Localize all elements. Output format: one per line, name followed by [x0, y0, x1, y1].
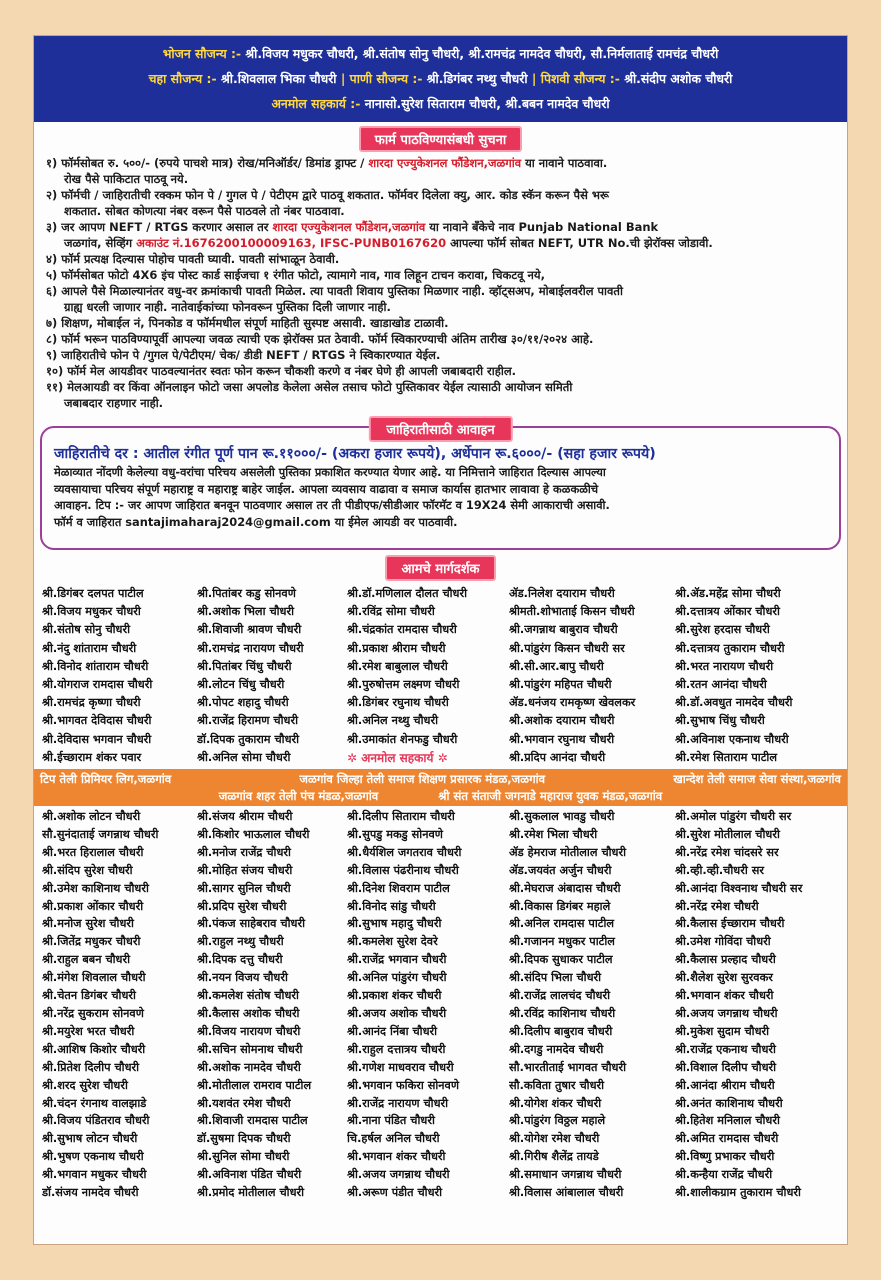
- instruction-highlight: अकाउंट नं.1676200100009163, IFSC-PUNB0167620: [136, 236, 447, 250]
- instructions-list: [34, 155, 847, 411]
- supporter-name: चि.हर्षल अनिल चौधरी: [347, 1132, 440, 1146]
- supporter-name: श्री.कैलास प्रल्हाद चौधरी: [675, 953, 776, 967]
- instruction-line: [46, 299, 837, 315]
- instruction-highlight: शारदा एज्युकेशनल फौंडेशन,जळगांव: [272, 220, 426, 234]
- guide-name: श्री.विनोद शांताराम चौधरी: [42, 659, 149, 673]
- instruction-line: [46, 379, 837, 395]
- guides-grid: [34, 584, 847, 767]
- supporter-name: श्री.राजेंद्र भगवान चौधरी: [347, 953, 447, 967]
- guides-column: [197, 585, 347, 767]
- supporter-name: श्री.आनंदा विश्वनाथ चौधरी सर: [675, 881, 803, 895]
- organizations-row: [40, 788, 841, 805]
- supporter-name: श्री.अनिल रामदास पाटील: [509, 917, 615, 931]
- supporter-name: श्री.अशोक लोटन चौधरी: [42, 810, 141, 824]
- supporter-name: श्री.कमलेश सुरेश देवरे: [347, 935, 438, 949]
- guide-name: श्री.उमाकांत शेनफडु चौधरी: [347, 732, 458, 746]
- guide-name: श्री.रमेश बाबुलाल चौधरी: [347, 659, 448, 673]
- supporter-name: श्री.राजेंद्र नारायण चौधरी: [347, 1096, 449, 1110]
- organization-name: श्री संत संताजी जगनाडे महाराज युवक मंडळ,जळगांव: [438, 788, 663, 803]
- supporter-name: श्री.आशिष किशोर चौधरी: [42, 1042, 146, 1056]
- supporters-column: [42, 808, 197, 1202]
- guide-name: श्री.रामचंद्र नारायण चौधरी: [197, 641, 304, 655]
- instruction-text: या नावाने बँकेचे नाव Punjab National Bank: [425, 220, 659, 234]
- guide-name: श्री.पोपट शहादु चौधरी: [197, 696, 289, 710]
- supporter-name: श्री.पंकज साहेबराव चौधरी: [197, 917, 305, 931]
- guide-name: श्री.चंद्रकांत रामदास चौधरी: [347, 623, 457, 637]
- supporter-name: श्री.भरत हिरालाल चौधरी: [42, 845, 144, 859]
- supporter-name: श्री.शरद सुरेश चौधरी: [42, 1078, 128, 1092]
- supporter-name: श्री.विशाल दिलीप चौधरी: [675, 1060, 777, 1074]
- supporter-name: श्री.सचिन सोमनाथ चौधरी: [197, 1042, 303, 1056]
- supporter-name: श्री.योगेश रमेश चौधरी: [509, 1132, 600, 1146]
- guide-name: श्री.पुरुषोत्तम लक्ष्मण चौधरी: [347, 678, 460, 692]
- supporter-name: श्री.सुरेश मोतीलाल चौधरी: [675, 827, 780, 841]
- supporter-name: श्री.भुषण एकनाथ चौधरी: [42, 1150, 144, 1164]
- instruction-text: १०) फॉर्म मेल आयडीवर पाठवल्यानंतर स्वतः फोन करून चौकशी करणे व नंबर घेणे ही आपली जबाबदारी राहील.: [46, 364, 516, 378]
- supporter-name: श्री.विजय नारायण चौधरी: [197, 1024, 301, 1038]
- guide-name: श्री.संतोष सोनु चौधरी: [42, 623, 131, 637]
- supporter-name: श्री.नरेंद्र सुकराम सोनवणे: [42, 1007, 144, 1020]
- instruction-text: या नावाने पाठवावा.: [521, 156, 608, 170]
- organization-name: टिप तेली प्रिमियर लिग,जळगांव: [40, 772, 172, 787]
- supporter-name: श्री.प्रितेश दिलीप चौधरी: [42, 1060, 140, 1074]
- sponsor-line-tea-water-bag: [40, 66, 841, 91]
- supporter-name: श्री.उमेश गोविंदा चौधरी: [675, 935, 771, 949]
- guide-name: श्री.भगवान रघुनाथ चौधरी: [509, 732, 615, 746]
- supporter-name: श्री.मनोज सुरेश चौधरी: [42, 917, 134, 931]
- guide-name: श्री.लोटन चिंधु चौधरी: [197, 678, 285, 692]
- supporter-name: श्री.राजेंद्र एकनाथ चौधरी: [675, 1042, 776, 1056]
- guide-name: श्री.दत्तात्रय ओंकार चौधरी: [675, 605, 780, 619]
- water-sponsor-label: पाणी सौजन्य :-: [349, 71, 423, 86]
- supporter-name: श्री.प्रकाश शंकर चौधरी: [347, 989, 442, 1003]
- supporter-name: श्री.पांडुरंग विठ्ठल महाले: [509, 1114, 606, 1128]
- guide-name: श्री.पितांबर कडु सोनवणे: [197, 587, 296, 600]
- supporter-name: डॉ.सुषमा दिपक चौधरी: [197, 1132, 291, 1146]
- guide-name: श्री.अनिल नथ्थु चौधरी: [347, 714, 439, 728]
- guides-column: [675, 585, 845, 767]
- guides-column: [42, 585, 197, 767]
- guide-name: श्री.अशोक भिला चौधरी: [197, 605, 295, 619]
- sponsor-line-meal: [40, 41, 841, 66]
- supporter-name: श्री.भगवान शंकर चौधरी: [675, 989, 774, 1003]
- supporter-name: श्री.दिलीप बाबुराव चौधरी: [509, 1024, 613, 1038]
- instruction-line: [46, 331, 837, 347]
- tea-sponsor-label: चहा सौजन्य :-: [148, 71, 217, 86]
- supporter-name: श्री.भगवान शंकर चौधरी: [347, 1150, 446, 1164]
- supporter-name: श्री.मोतीलाल रामराव पाटील: [197, 1078, 312, 1092]
- sponsor-line-precious: [40, 91, 841, 116]
- supporter-name: श्री.शालीकग्राम तुकाराम चौधरी: [675, 1186, 801, 1200]
- instruction-line: [46, 315, 837, 331]
- advertisement-line: फॉर्म व जाहिरात santajimaharaj2024@gmail.com या ईमेल आयडी वर पाठवावी.: [54, 514, 458, 529]
- guide-name: श्री.अनिल सोमा चौधरी: [197, 750, 291, 764]
- guide-name: श्री.अविनाश एकनाथ चौधरी: [675, 732, 789, 746]
- supporter-name: सौ.भारतीताई भागवत चौधरी: [509, 1060, 627, 1074]
- instruction-line: [46, 219, 837, 235]
- instruction-text: जबाबदार राहणार नाही.: [64, 396, 164, 410]
- supporter-name: श्री.राहुल नथ्थु चौधरी: [197, 935, 284, 949]
- instruction-line: [46, 395, 837, 411]
- advertisement-line: मेळाव्यात नोंदणी केलेल्या वधु-वरांचा परिचय असलेली पुस्तिका प्रकाशित करण्यात येणार आहे. या निमित्ताने जाहिरात दिल्यास आपल्या: [54, 465, 606, 479]
- supporter-name: श्री.नयन विजय चौधरी: [197, 971, 288, 985]
- guide-name: श्री.रतन आनंदा चौधरी: [675, 678, 767, 692]
- supporter-name: श्री.कमलेश संतोष चौधरी: [197, 989, 299, 1003]
- supporter-name: श्री.गिरीष शैलेंद्र तायडे: [509, 1150, 599, 1164]
- supporter-name: श्री.नरेंद्र रमेश चांदसरे सर: [675, 845, 779, 859]
- instruction-text: ४) फॉर्म प्रत्यक्ष दिल्यास पोहोच पावती घ्यावी. पावती सांभाळून ठेवावी.: [46, 252, 340, 266]
- supporter-name: श्री.मेघराज अंबादास चौधरी: [509, 881, 621, 895]
- instruction-line: [46, 251, 837, 267]
- supporter-name: ॲड.जयवंत अर्जुन चौधरी: [509, 863, 612, 877]
- instruction-text: ६) आपले पैसे मिळाल्यानंतर वधु-वर क्रमांकाची पावती मिळेल. त्या पावती शिवाय पुस्तिका मिळणार नाही. व्हॉट्सअप, मोबाईलवरील पावती: [46, 284, 623, 298]
- guide-name: श्री.ईच्छाराम शंकर पवार: [42, 750, 142, 764]
- supporter-name: श्री.दिपक सुधाकर पाटील: [509, 953, 613, 967]
- guides-column: [347, 585, 509, 767]
- supporter-name: श्री.चंदन रंगनाथ वालझाडे: [42, 1096, 147, 1110]
- supporter-name: श्री.अशोक नामदेव चौधरी: [197, 1060, 301, 1074]
- instruction-text: ग्राह्य धरली जाणार नाही. नातेवाईकांच्या फोनवरून पुस्तिका दिली जाणार नाही.: [64, 300, 391, 314]
- supporters-column: [197, 808, 347, 1202]
- bag-sponsor-label: पिशवी सौजन्य :-: [540, 71, 620, 86]
- supporters-column: [347, 808, 509, 1202]
- supporter-name: श्री.संजय श्रीराम चौधरी: [197, 810, 293, 824]
- sponsor-band: [34, 36, 847, 122]
- guide-name: श्री.डॉ.अवधुत नामदेव चौधरी: [675, 696, 793, 710]
- supporter-name: श्री.सुभाष लोटन चौधरी: [42, 1132, 138, 1146]
- supporter-name: श्री.मयुरेश भरत चौधरी: [42, 1024, 135, 1038]
- instruction-line: [46, 155, 837, 171]
- guide-name: श्री.दत्तात्रय तुकाराम चौधरी: [675, 641, 785, 655]
- supporter-name: श्री.विजय पंडितराव चौधरी: [42, 1114, 150, 1128]
- supporter-name: श्री.दिनेश शिवराम पाटील: [347, 881, 450, 895]
- guide-name: श्री.डिगंबर दलपत पाटील: [42, 587, 144, 600]
- supporter-name: श्री.रमेश भिला चौधरी: [509, 827, 598, 841]
- instruction-text: जळगांव, सेव्हिंग: [64, 236, 137, 250]
- instruction-text: ५) फॉर्मसोबत फोटो 4X6 इंच पोस्ट कार्ड साईजचा १ रंगीत फोटो, त्यामागे नाव, गाव लिहून टाचन करावा, चिकटवू नये,: [46, 268, 545, 282]
- supporter-name: श्री.आनंद निंबा चौधरी: [347, 1024, 438, 1038]
- water-sponsor-name: श्री.डिगंबर नथ्थु चौधरी: [426, 71, 528, 86]
- advertisement-title: जाहिरातीसाठी आवाहन: [368, 416, 512, 442]
- supporters-column: [509, 808, 675, 1202]
- guide-name: श्री.पितांबर चिंधु चौधरी: [197, 659, 292, 673]
- supporter-name: श्री.सुपडु मकडु सोनवणे: [347, 827, 443, 841]
- supporter-name: श्री.राहुल दत्तात्रय चौधरी: [347, 1042, 446, 1056]
- supporter-name: श्री.सागर सुनिल चौधरी: [197, 881, 291, 895]
- supporter-name: श्री.गणेश माधवराव चौधरी: [347, 1060, 454, 1074]
- guide-name: श्री.अशोक दयाराम चौधरी: [509, 714, 615, 728]
- advertisement-rate: जाहिरातीचे दर : आतील रंगीत पूर्ण पान रू.११०००/- (अकरा हजार रूपये), अर्धेपान रू.६०००/- (सहा हजार रूपये): [54, 446, 656, 462]
- instruction-line: [46, 203, 837, 219]
- supporter-name: श्री.शिवाजी रामदास पाटील: [197, 1114, 308, 1128]
- guide-name: श्री.रमेश सिताराम पाटील: [675, 750, 777, 764]
- supporter-name: श्री.कैलास अशोक चौधरी: [197, 1007, 300, 1020]
- supporter-name: सौ.सुनंदाताई जगन्नाथ चौधरी: [42, 827, 159, 841]
- supporter-name: श्री.अमोल पांडुरंग चौधरी सर: [675, 810, 792, 824]
- instructions-title: फार्म पाठविण्यासंबधी सुचना: [359, 126, 522, 152]
- organization-name: जळगांव जिल्हा तेली समाज शिक्षण प्रसारक मंडळ,जळगांव: [299, 772, 546, 787]
- supporters-column: [675, 808, 845, 1202]
- guide-name: श्री.विजय मधुकर चौधरी: [42, 605, 141, 619]
- supporter-name: श्री.अरूण पंडीत चौधरी: [347, 1186, 443, 1200]
- organizations-row: [40, 771, 841, 788]
- supporter-name: श्री.भगवान मधुकर चौधरी: [42, 1168, 147, 1182]
- organizations-band: [34, 769, 847, 806]
- instruction-line: [46, 283, 837, 299]
- instruction-line: [46, 267, 837, 283]
- supporter-name: श्री.दिपक दत्तु चौधरी: [197, 953, 283, 967]
- guide-name: डॉ.दिपक तुकाराम चौधरी: [197, 732, 300, 746]
- guide-name: श्री.नंदु शांताराम चौधरी: [42, 641, 137, 655]
- supporter-name: श्री.रविंद्र काशिनाथ चौधरी: [509, 1007, 616, 1020]
- guide-name: श्री.डॉ.मणिलाल दौलत चौधरी: [347, 587, 468, 600]
- tea-sponsor-name: श्री.शिवलाल भिका चौधरी: [221, 71, 337, 86]
- supporter-name: श्री.सुनिल सोमा चौधरी: [197, 1150, 290, 1164]
- guide-name: श्री.पांडुरंग महिपत चौधरी: [509, 678, 612, 692]
- supporter-name: डॉ.संजय नामदेव चौधरी: [42, 1186, 139, 1200]
- guide-name: श्री.योगराज रामदास चौधरी: [42, 678, 153, 692]
- supporter-name: श्री.भगवान फकिरा सोनवणे: [347, 1078, 460, 1092]
- instruction-line: [46, 347, 837, 363]
- supporter-name: श्री.विलास आंबालाल चौधरी: [509, 1186, 624, 1200]
- guide-name: श्री.शिवाजी श्रावण चौधरी: [197, 623, 302, 637]
- supporter-name: श्री.दिलीप सिताराम चौधरी: [347, 810, 455, 824]
- supporter-name: श्री.जितेंद्र मधुकर चौधरी: [42, 935, 141, 949]
- supporter-name: श्री.नरेंद्र रमेश चौधरी: [675, 899, 759, 913]
- supporter-name: श्री.उमेश काशिनाथ चौधरी: [42, 881, 149, 895]
- instruction-line: [46, 171, 837, 187]
- precious-support-label: अनमोल सहकार्य :-: [271, 96, 361, 111]
- supporter-name: श्री.कैलास ईच्छाराम चौधरी: [675, 917, 785, 931]
- guide-name: श्री.सुरेश हरदास चौधरी: [675, 623, 770, 637]
- supporter-name: श्री.व्ही.व्ही.चौधरी सर: [675, 863, 764, 877]
- precious-support-title: ✲ अनमोल सहकार्य ✲: [347, 750, 448, 765]
- instruction-text: ७) शिक्षण, मोबाईल नं, पिनकोड व फॉर्ममधील संपूर्ण माहिती सुस्पष्ट असावी. खाडाखोड टाळावी.: [46, 316, 449, 330]
- bag-sponsor-name: श्री.संदीप अशोक चौधरी: [624, 71, 733, 86]
- supporter-name: श्री.सुकलाल भावडु चौधरी: [509, 810, 615, 824]
- supporter-name: श्री.योगेश शंकर चौधरी: [509, 1096, 602, 1110]
- supporter-name: श्री.शैलेश सुरेश सुरवकर: [675, 971, 773, 985]
- supporter-name: श्री.यशवंत रमेश चौधरी: [197, 1096, 291, 1110]
- supporter-name: श्री.विष्णु प्रभाकर चौधरी: [675, 1150, 775, 1164]
- supporter-name: श्री.विकास डिगंबर महाले: [509, 899, 611, 913]
- supporter-name: श्री.अमित रामदास चौधरी: [675, 1132, 779, 1146]
- supporter-name: सौ.कविता तुषार चौधरी: [509, 1078, 605, 1092]
- instruction-line: [46, 363, 837, 379]
- advertisement-line: व्यवसायाचा परिचय संपूर्ण महाराष्ट्र व महाराष्ट्र बाहेर जाईल. आपला व्यवसाय वाढावा व समाज कार्यास हातभार लावावा हे कळकळीचे: [54, 481, 599, 496]
- supporter-name: श्री.गजानन मधुकर पाटील: [509, 935, 615, 949]
- supporter-name: श्री.संदिप भिला चौधरी: [509, 971, 602, 985]
- instruction-line: [46, 235, 837, 251]
- supporter-name: श्री.मोहित संजय चौधरी: [197, 863, 293, 877]
- supporter-name: श्री.मंगेश शिवलाल चौधरी: [42, 971, 146, 985]
- supporter-name: श्री.अनिल पांडुरंग चौधरी: [347, 971, 447, 985]
- supporter-name: श्री.प्रदिप सुरेश चौधरी: [197, 899, 287, 913]
- guides-title: आमचे मार्गदर्शक: [385, 555, 495, 581]
- supporter-name: श्री.समाधान जगन्नाथ चौधरी: [509, 1168, 622, 1182]
- separator: |: [340, 71, 350, 86]
- guides-column: [509, 585, 675, 767]
- supporter-name: श्री.नाना पंडित चौधरी: [347, 1114, 435, 1128]
- supporter-name: श्री.चेतन डिगंबर चौधरी: [42, 989, 136, 1003]
- guide-name: श्री.प्रकाश श्रीराम चौधरी: [347, 641, 446, 655]
- guide-name: ॲड.निलेश दयाराम चौधरी: [509, 587, 615, 600]
- instruction-highlight: शारदा एज्युकेशनल फौंडेशन,जळगांव: [368, 156, 522, 170]
- instruction-text: ९) जाहिरातीचे फोन पे /गुगल पे/पेटीएम/ चेक/ डीडी NEFT / RTGS ने स्विकारण्यात येईल.: [46, 348, 441, 362]
- supporter-name: श्री.संदिप सुरेश चौधरी: [42, 863, 133, 877]
- guide-name: श्रीमती.शोभाताई किसन चौधरी: [509, 605, 635, 619]
- guide-name: श्री.सुभाष चिंधु चौधरी: [675, 714, 765, 728]
- supporter-name: श्री.अजय जगन्नाथ चौधरी: [347, 1168, 450, 1182]
- supporter-name: श्री.सुभाष महादु चौधरी: [347, 917, 442, 931]
- guide-name: श्री.देविदास भगवान चौधरी: [42, 732, 152, 746]
- instruction-text: ८) फॉर्म भरून पाठविण्यापूर्वी आपल्या जवळ त्याची एक झेरॉक्स प्रत ठेवावी. फॉर्म स्विकारण्याची अंतिम तारीख ३०/११/२०२४ आहे.: [46, 332, 594, 346]
- guide-name: श्री.भागवत देविदास चौधरी: [42, 714, 152, 728]
- instruction-text: ३) जर आपण NEFT / RTGS करणार असाल तर: [46, 220, 273, 234]
- supporter-name: श्री.अनंत काशिनाथ चौधरी: [675, 1096, 783, 1110]
- supporter-name: श्री.मनोज राजेंद्र चौधरी: [197, 845, 291, 859]
- guide-name: श्री.भरत नारायण चौधरी: [675, 659, 774, 673]
- supporter-name: श्री.दगडु नामदेव चौधरी: [509, 1042, 604, 1056]
- guide-name: श्री.रविंद्र सोमा चौधरी: [347, 605, 435, 619]
- instruction-line: [46, 187, 837, 203]
- supporter-name: श्री.विनोद सांडु चौधरी: [347, 899, 436, 913]
- organization-name: जळगांव शहर तेली पंच मंडळ,जळगांव: [218, 788, 379, 803]
- guide-name: श्री.जगन्नाथ बाबुराव चौधरी: [509, 623, 618, 637]
- supporter-name: ॲड हेमराज मोतीलाल चौधरी: [509, 845, 627, 859]
- guide-name: श्री.ॲड.महेंद्र सोमा चौधरी: [675, 587, 781, 600]
- supporter-name: श्री.प्रमोद मोतीलाल चौधरी: [197, 1186, 305, 1200]
- supporter-name: श्री.हितेश मनिलाल चौधरी: [675, 1114, 780, 1128]
- advertisement-box: [40, 423, 841, 550]
- instruction-text: २) फॉर्मची / जाहिरातीची रक्कम फोन पे / गुगल पे / पेटीएम द्वारे पाठवू शकतात. फॉर्मवर दिलेला क्यु, आर. कोड स्कॅन करून पैसे भरू: [46, 188, 609, 202]
- supporter-name: श्री.अविनाश पंडित चौधरी: [197, 1168, 302, 1182]
- advertisement-line: आवाहन. टिप :- जर आपण जाहिरात बनवून पाठवणार असाल तर ती पीडीएफ/सीडीआर फॉरमॅट व 19X24 सेमी आकाराची असावी.: [54, 498, 610, 512]
- guide-name: श्री.पांडुरंग किसन चौधरी सर: [509, 641, 625, 655]
- supporter-name: श्री.धैर्यशिल जगतराव चौधरी: [347, 845, 462, 859]
- guide-name: श्री.डिगंबर रघुनाथ चौधरी: [347, 696, 449, 710]
- instruction-text: ११) मेलआयडी वर किंवा ऑनलाइन फोटो जसा अपलोड केलेला असेल तसाच फोटो पुस्तिकावर येईल त्यासाठी आयोजन समिती: [46, 380, 573, 394]
- guide-name: ॲड.धनंजय रामकृष्ण खेवलकर: [509, 696, 636, 710]
- meal-sponsor-names: श्री.विजय मधुकर चौधरी, श्री.संतोष सोनु चौधरी, श्री.रामचंद्र नामदेव चौधरी, सौ.निर्मलाताई रामचंद्र चौधरी: [245, 46, 719, 61]
- guide-name: श्री.राजेंद्र हिरामण चौधरी: [197, 714, 298, 728]
- guide-name: श्री.सी.आर.बापु चौधरी: [509, 659, 604, 673]
- guide-name: श्री.प्रदिप आनंदा चौधरी: [509, 750, 606, 764]
- supporters-grid: [34, 806, 847, 1202]
- separator: |: [531, 71, 541, 86]
- instruction-text: शकतात. सोबत कोणत्या नंबर वरून पैसे पाठवले तो नंबर पाठवावा.: [64, 204, 345, 218]
- supporter-name: श्री.राजेंद्र लालचंद चौधरी: [509, 989, 611, 1003]
- instruction-text: आपल्या फॉर्म सोबत NEFT, UTR No.ची झेरॉक्स जोडावी.: [446, 236, 713, 250]
- supporter-name: श्री.राहुल बबन चौधरी: [42, 953, 131, 967]
- supporter-name: श्री.कन्हैया राजेंद्र चौधरी: [675, 1168, 773, 1182]
- supporter-name: श्री.अजय जगन्नाथ चौधरी: [675, 1007, 778, 1020]
- meal-sponsor-label: भोजन सौजन्य :-: [162, 46, 242, 61]
- supporter-name: श्री.अजय अशोक चौधरी: [347, 1007, 447, 1020]
- precious-support-names: नानासो.सुरेश सिताराम चौधरी, श्री.बबन नामदेव चौधरी: [364, 96, 610, 111]
- guide-name: श्री.रामचंद्र कृष्णा चौधरी: [42, 696, 141, 710]
- supporter-name: श्री.विलास पंढरीनाथ चौधरी: [347, 863, 459, 877]
- organization-name: खान्देश तेली समाज सेवा संस्था,जळगांव: [673, 772, 841, 787]
- instruction-text: रोख पैसे पाकिटात पाठवू नये.: [64, 172, 189, 186]
- notice-page: [33, 35, 848, 1245]
- supporter-name: श्री.किशोर भाऊलाल चौधरी: [197, 827, 310, 841]
- supporter-name: श्री.प्रकाश ओंकार चौधरी: [42, 899, 144, 913]
- supporter-name: श्री.आनंदा श्रीराम चौधरी: [675, 1078, 775, 1092]
- instruction-text: १) फॉर्मसोबत रु. ५००/- (रुपये पाचशे मात्र) रोख/मनिऑर्डर/ डिमांड ड्राफ्ट /: [46, 156, 369, 170]
- supporter-name: श्री.मुकेश सुदाम चौधरी: [675, 1024, 770, 1038]
